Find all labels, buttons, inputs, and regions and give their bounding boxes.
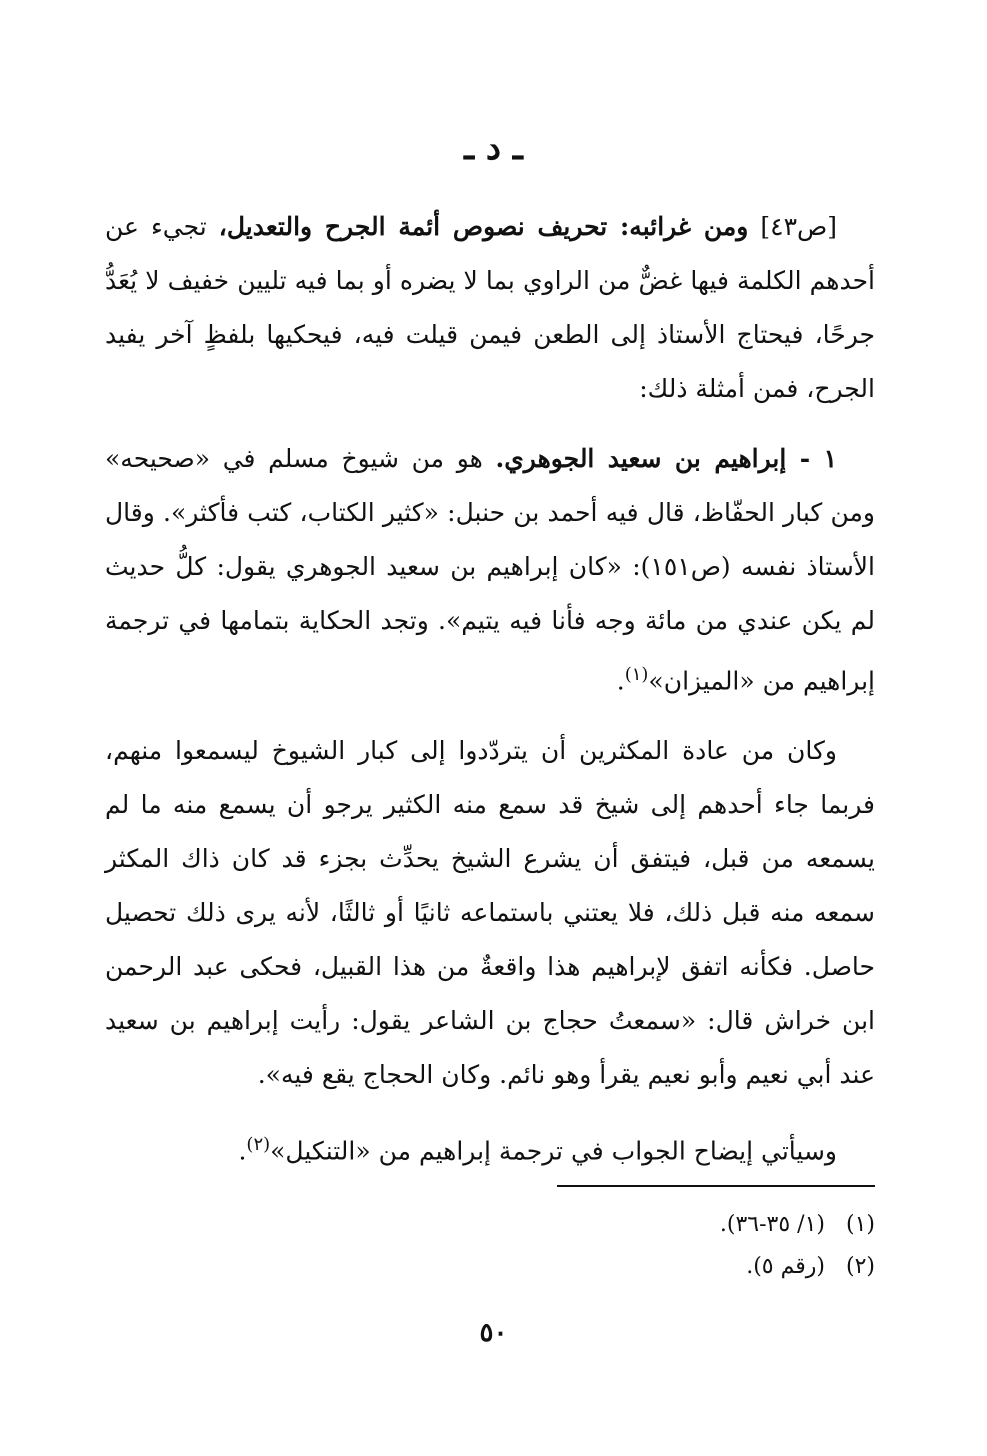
section-header-mark: ـ د ـ — [464, 128, 523, 168]
footnote-number: (١) — [845, 1212, 875, 1237]
footnote-number: (٢) — [845, 1254, 875, 1279]
footnotes — [105, 1204, 875, 1288]
paragraph-2-heading: ١ - إبراهيم بن سعيد الجوهري. — [495, 444, 837, 473]
footnote-ref-2: (٢) — [246, 1134, 271, 1156]
footnote-text: (١/ ٣٥-٣٦). — [719, 1212, 825, 1237]
footnote-1 — [105, 1204, 875, 1246]
main-text — [105, 200, 875, 1195]
page-number: ٥٠ — [479, 1318, 508, 1348]
paragraph-3: وكان من عادة المكثرين أن يتردّدوا إلى كبار الشيوخ ليسمعوا منهم، فربما جاء أحدهم إلى شيخ قد سمع منه الكثير يرجو أن يسمع منه ما لم يسمعه من قبل، فيتفق أن يشرع الشيخ يحدِّث بجزء قد كان ذاك المكثر سمعه منه قبل ذلك، فلا يعتني باستماعه ثانيًا أو ثالثًا، لأنه يرى ذلك تحصيل حاصل. فكأنه اتفق لإبراهيم هذا واقعةٌ من هذا القبيل، فحكى عبد الرحمن ابن خراش قال: «سمعتُ حجاج بن الشاعر يقول: رأيت إبراهيم بن سعيد عند أبي نعيم وأبو نعيم يقرأ وهو نائم. وكان الحجاج يقع فيه». — [105, 736, 875, 1090]
page-reference: [ص٤٣] — [760, 212, 837, 241]
paragraph-2 — [105, 432, 875, 708]
paragraph-2-body: هو من شيوخ مسلم في «صحيحه» ومن كبار الحفّاظ، قال فيه أحمد بن حنبل: «كثير الكتاب، كتب فأكثر». وقال الأستاذ نفسه (ص١٥١): «كان إبراهيم بن سعيد الجوهري يقول: كلُّ حديث لم يكن عندي من مائة وجه فأنا فيه يتيم». وتجد الحكاية بتمامها في ترجمة إبراهيم من «الميزان» — [105, 444, 875, 696]
footnote-text: (رقم ٥). — [746, 1254, 825, 1279]
paragraph-1-heading: ومن غرائبه: تحريف نصوص أئمة الجرح والتعديل، — [218, 212, 749, 241]
footnote-ref-1: (١) — [624, 664, 649, 685]
footnote-2 — [105, 1246, 875, 1288]
paragraph-4-end: . — [238, 1136, 247, 1166]
footnote-separator — [557, 1185, 875, 1187]
paragraph-4-body: وسيأتي إيضاح الجواب في ترجمة إبراهيم من «التنكيل» — [270, 1136, 837, 1166]
paragraph-1 — [105, 200, 875, 416]
paragraph-4 — [105, 1118, 875, 1178]
paragraph-1-body: تجيء عن أحدهم الكلمة فيها غضٌّ من الراوي بما لا يضره أو بما فيه تليين خفيف لا يُعَدُّ جرحًا، فيحتاج الأستاذ إلى الطعن فيمن قيلت فيه، فيحكيها بلفظٍ آخر يفيد الجرح، فمن أمثلة ذلك: — [105, 212, 875, 403]
paragraph-2-end: . — [616, 666, 625, 696]
